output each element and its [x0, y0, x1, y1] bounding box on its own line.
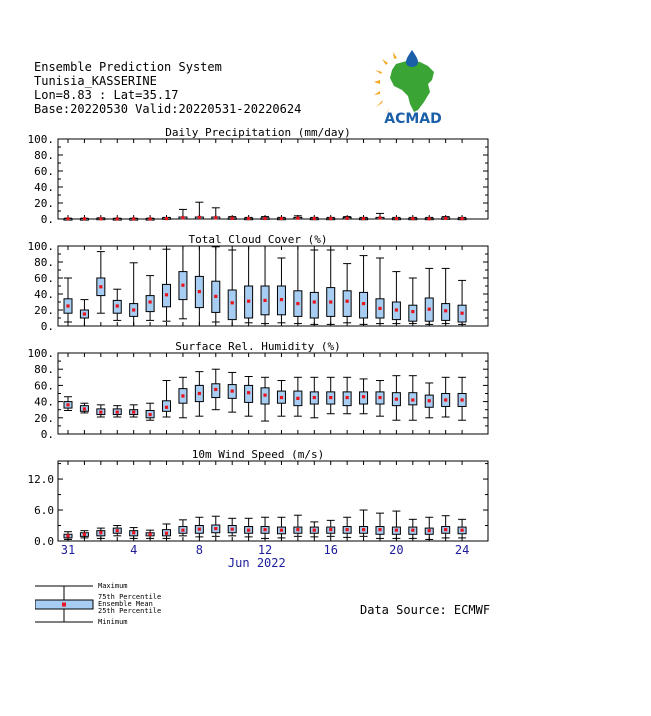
panel-1-mean-marker: [362, 217, 365, 220]
panel-2-mean-marker: [247, 300, 250, 303]
panel-4-mean-marker: [181, 529, 184, 532]
panel-4-mean-marker: [231, 528, 234, 531]
panel-4-mean-marker: [329, 528, 332, 531]
panel-4-title: 10m Wind Speed (m/s): [191, 448, 325, 461]
xtick-label: 4: [130, 543, 138, 557]
panel-2-mean-marker: [296, 302, 299, 305]
legend-box-symbol: [35, 584, 95, 624]
panel-4-mean-marker: [428, 529, 431, 532]
panel-2-box: [310, 292, 318, 318]
panel-2-ytick-label: 60.: [34, 272, 54, 285]
panel-3-mean-marker: [181, 394, 184, 397]
xtick-label: 20: [389, 543, 404, 557]
panel-2-box: [343, 291, 351, 317]
panel-1-mean-marker: [66, 217, 69, 220]
panel-3-ytick-label: 60.: [34, 379, 54, 393]
panel-3-frame: [58, 353, 488, 434]
header-location: Tunisia_KASSERINE: [34, 74, 157, 88]
panel-2-mean-marker: [66, 304, 69, 307]
panel-4-ytick-label: 0.0: [34, 535, 54, 548]
panel-2-mean-marker: [165, 293, 168, 296]
panel-3-mean-marker: [460, 398, 463, 401]
panel-1-ytick-label: 40.: [34, 181, 54, 194]
panel-1-mean-marker: [132, 217, 135, 220]
panel-3-mean-marker: [116, 411, 119, 414]
panel-4-mean-marker: [99, 531, 102, 534]
panel-3-mean-marker: [247, 391, 250, 394]
panel-3-ytick-label: 80.: [34, 363, 54, 377]
panel-3-title: Surface Rel. Humidity (%): [175, 340, 341, 353]
panel-2-mean-marker: [411, 310, 414, 313]
legend-maximum: Maximum: [98, 582, 128, 590]
panel-2-mean-marker: [263, 299, 266, 302]
panel-1-ytick-label: 100.: [27, 133, 54, 146]
panel-3-mean-marker: [149, 413, 152, 416]
panel-1-ytick-label: 80.: [34, 149, 54, 162]
panel-1-frame: [58, 139, 488, 219]
panel-2-ytick-label: 20.: [34, 304, 54, 317]
panel-2-mean-marker: [346, 300, 349, 303]
panel-2-mean-marker: [460, 312, 463, 315]
panel-3-mean-marker: [263, 394, 266, 397]
legend-minimum: Minimum: [98, 618, 128, 626]
panel-2-mean-marker: [231, 301, 234, 304]
panel-1-mean-marker: [329, 217, 332, 220]
panel-2-mean-marker: [214, 295, 217, 298]
panel-2-ytick-label: 100.: [27, 240, 54, 253]
panel-3-mean-marker: [83, 407, 86, 410]
panel-2-title: Total Cloud Cover (%): [188, 233, 328, 246]
panel-2-mean-marker: [362, 302, 365, 305]
panel-1-ytick-label: 0.: [40, 213, 54, 226]
panel-3-ytick-label: 20.: [34, 411, 54, 425]
panel-4-frame: [58, 461, 488, 541]
panel-3-mean-marker: [99, 411, 102, 414]
panel-2-mean-marker: [132, 308, 135, 311]
panel-4-mean-marker: [66, 534, 69, 537]
panel-1-mean-marker: [263, 217, 266, 220]
xtick-label: 8: [195, 543, 203, 557]
panel-3-mean-marker: [346, 396, 349, 399]
panel-1-ytick-label: 60.: [34, 165, 54, 178]
panel-3-ytick-label: 100.: [27, 347, 54, 360]
xtick-label: 12: [257, 543, 273, 557]
panel-4-mean-marker: [247, 529, 250, 532]
panel-4-mean-marker: [395, 529, 398, 532]
panel-4-mean-marker: [346, 528, 349, 531]
panel-1-title: Daily Precipitation (mm/day): [165, 126, 351, 139]
panel-4-mean-marker: [313, 529, 316, 532]
panel-4-mean-marker: [198, 528, 201, 531]
panel-3-mean-marker: [198, 392, 201, 395]
logo-text: ACMAD: [384, 111, 442, 126]
panel-2-box: [228, 290, 236, 320]
panel-4-mean-marker: [149, 533, 152, 536]
legend-25th-percentile: 25th Percentile: [98, 607, 162, 615]
panel-4-mean-marker: [83, 533, 86, 536]
panel-4-mean-marker: [116, 529, 119, 532]
panel-1-mean-marker: [460, 217, 463, 220]
panel-2-mean-marker: [83, 312, 86, 315]
header-coordinates: Lon=8.83 : Lat=35.17: [34, 88, 179, 102]
panel-2-mean-marker: [329, 300, 332, 303]
panel-3-mean-marker: [165, 406, 168, 409]
legend-ensemble-mean: Ensemble Mean: [98, 600, 153, 608]
panel-2-mean-marker: [444, 309, 447, 312]
panel-4-mean-marker: [411, 529, 414, 532]
panel-1-mean-marker: [395, 217, 398, 220]
panel-1-mean-marker: [346, 217, 349, 220]
panel-3-mean-marker: [231, 389, 234, 392]
panel-3-mean-marker: [280, 396, 283, 399]
panel-1-mean-marker: [296, 217, 299, 220]
header-title: Ensemble Prediction System: [34, 60, 222, 74]
panel-4-ytick-label: 12.0: [27, 473, 54, 487]
panel-1-mean-marker: [411, 217, 414, 220]
panel-2-ytick-label: 80.: [34, 256, 54, 269]
header-base-valid: Base:20220530 Valid:20220531-20220624: [34, 102, 302, 116]
panel-1-mean-marker: [214, 216, 217, 219]
data-source: Data Source: ECMWF: [360, 603, 491, 617]
panel-3-mean-marker: [329, 396, 332, 399]
panel-1-mean-marker: [116, 217, 119, 220]
xtick-label: 16: [323, 543, 338, 557]
panel-2-mean-marker: [198, 290, 201, 293]
panel-2-mean-marker: [116, 304, 119, 307]
panel-2-frame: [58, 246, 488, 326]
panel-3-mean-marker: [214, 388, 217, 391]
panel-4-mean-marker: [378, 528, 381, 531]
xtick-label: 31: [60, 543, 76, 557]
xtick-label: 24: [454, 543, 470, 557]
panel-3-mean-marker: [444, 398, 447, 401]
panel-2-ytick-label: 40.: [34, 288, 54, 301]
panel-1-mean-marker: [149, 217, 152, 220]
panel-4-ytick-label: 6.0: [34, 504, 54, 518]
panel-1-mean-marker: [181, 216, 184, 219]
panel-2-mean-marker: [378, 307, 381, 310]
panel-1-mean-marker: [198, 216, 201, 219]
panel-1-mean-marker: [444, 217, 447, 220]
panel-4-mean-marker: [444, 528, 447, 531]
panel-3-mean-marker: [378, 396, 381, 399]
panel-1-mean-marker: [83, 217, 86, 220]
legend-75th-percentile: 75th Percentile: [98, 593, 162, 601]
panel-1-mean-marker: [165, 217, 168, 220]
panel-3-mean-marker: [411, 398, 414, 401]
panel-3-ytick-label: 40.: [34, 395, 54, 409]
panel-4-mean-marker: [132, 531, 135, 534]
panel-2-ytick-label: 0.: [40, 320, 54, 333]
panel-2-mean-marker: [149, 300, 152, 303]
panel-2-mean-marker: [395, 308, 398, 311]
panel-1-mean-marker: [247, 217, 250, 220]
panel-3-mean-marker: [428, 399, 431, 402]
panel-1-ytick-label: 20.: [34, 197, 54, 210]
panel-2-mean-marker: [99, 285, 102, 288]
panel-3-mean-marker: [362, 395, 365, 398]
panel-3-mean-marker: [313, 396, 316, 399]
panel-4-mean-marker: [214, 527, 217, 530]
panel-1-mean-marker: [428, 217, 431, 220]
panel-2-mean-marker: [428, 308, 431, 311]
panel-4-mean-marker: [263, 528, 266, 531]
panel-3-mean-marker: [66, 403, 69, 406]
x-axis-label: Jun 2022: [227, 556, 286, 570]
panel-1-mean-marker: [378, 216, 381, 219]
panel-3-ytick-label: 0.: [40, 428, 54, 441]
panel-4-mean-marker: [460, 529, 463, 532]
panel-3-mean-marker: [132, 411, 135, 414]
panel-3-mean-marker: [296, 397, 299, 400]
panel-2-mean-marker: [280, 298, 283, 301]
panel-4-mean-marker: [280, 529, 283, 532]
panel-1-mean-marker: [99, 217, 102, 220]
panel-1-mean-marker: [280, 217, 283, 220]
panel-2-mean-marker: [313, 300, 316, 303]
panel-1-mean-marker: [231, 217, 234, 220]
panel-3-mean-marker: [395, 398, 398, 401]
panel-4-mean-marker: [165, 532, 168, 535]
panel-4-mean-marker: [296, 528, 299, 531]
panel-4-mean-marker: [362, 528, 365, 531]
panel-2-mean-marker: [181, 284, 184, 287]
panel-1-mean-marker: [313, 217, 316, 220]
